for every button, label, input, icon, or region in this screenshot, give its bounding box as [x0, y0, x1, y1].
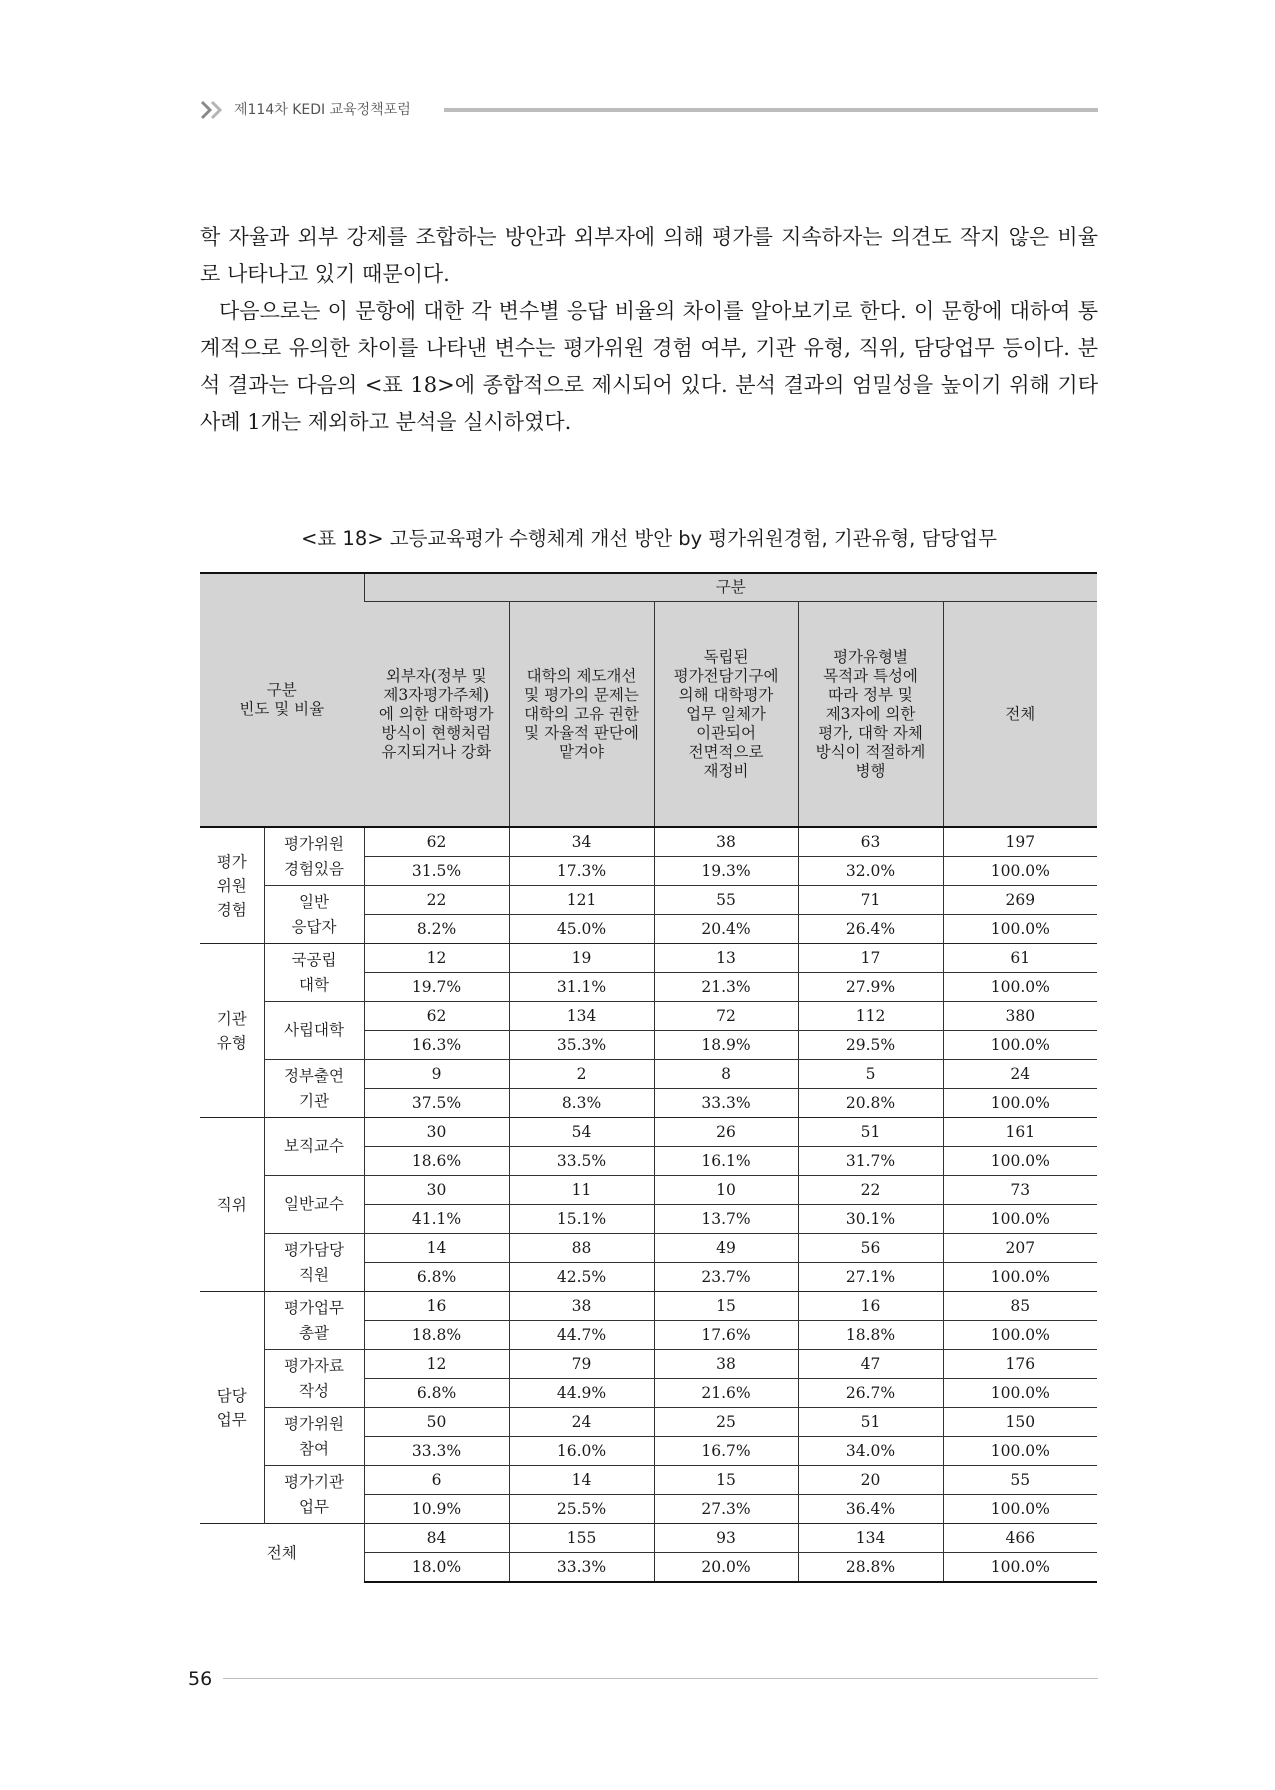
percent-cell: 100.0%	[943, 1321, 1097, 1350]
percent-cell: 100.0%	[943, 1553, 1097, 1583]
frequency-cell: 55	[943, 1466, 1097, 1495]
percent-cell: 33.5%	[509, 1147, 654, 1176]
frequency-cell: 121	[509, 886, 654, 915]
corner-header-cell: 구분 빈도 및 비율	[200, 573, 364, 827]
percent-cell: 33.3%	[509, 1553, 654, 1583]
frequency-cell: 269	[943, 886, 1097, 915]
frequency-cell: 85	[943, 1292, 1097, 1321]
percent-cell: 44.9%	[509, 1379, 654, 1408]
frequency-cell: 10	[654, 1176, 798, 1205]
column-header: 평가유형별 목적과 특성에 따라 정부 및 제3자에 의한 평가, 대학 자체 방식이 적절하게 병행	[798, 602, 943, 828]
frequency-cell: 380	[943, 1002, 1097, 1031]
frequency-cell: 14	[364, 1234, 509, 1263]
percent-cell: 100.0%	[943, 1495, 1097, 1524]
frequency-cell: 16	[798, 1292, 943, 1321]
percent-cell: 21.6%	[654, 1379, 798, 1408]
percent-cell: 16.3%	[364, 1031, 509, 1060]
percent-cell: 10.9%	[364, 1495, 509, 1524]
percent-cell: 31.5%	[364, 857, 509, 886]
frequency-cell: 62	[364, 827, 509, 857]
frequency-cell: 20	[798, 1466, 943, 1495]
frequency-cell: 38	[654, 1350, 798, 1379]
percent-cell: 27.3%	[654, 1495, 798, 1524]
frequency-cell: 15	[654, 1466, 798, 1495]
frequency-cell: 24	[943, 1060, 1097, 1089]
row-label: 사립대학	[264, 1002, 364, 1060]
percent-cell: 18.0%	[364, 1553, 509, 1583]
row-label: 평가위원 참여	[264, 1408, 364, 1466]
table-row	[200, 1350, 1097, 1379]
table-row	[200, 944, 1097, 973]
frequency-cell: 9	[364, 1060, 509, 1089]
frequency-cell: 62	[364, 1002, 509, 1031]
frequency-cell: 88	[509, 1234, 654, 1263]
frequency-cell: 61	[943, 944, 1097, 973]
percent-cell: 100.0%	[943, 1205, 1097, 1234]
percent-cell: 18.6%	[364, 1147, 509, 1176]
percent-cell: 20.0%	[654, 1553, 798, 1583]
percent-cell: 42.5%	[509, 1263, 654, 1292]
percent-cell: 23.7%	[654, 1263, 798, 1292]
percent-cell: 33.3%	[364, 1437, 509, 1466]
frequency-cell: 22	[364, 886, 509, 915]
frequency-cell: 49	[654, 1234, 798, 1263]
frequency-cell: 112	[798, 1002, 943, 1031]
row-label: 일반 응답자	[264, 886, 364, 944]
percent-cell: 26.4%	[798, 915, 943, 944]
percent-cell: 18.9%	[654, 1031, 798, 1060]
frequency-cell: 54	[509, 1118, 654, 1147]
row-group-label: 기관 유형	[200, 944, 264, 1118]
percent-cell: 19.3%	[654, 857, 798, 886]
frequency-cell: 25	[654, 1408, 798, 1437]
percent-cell: 41.1%	[364, 1205, 509, 1234]
percent-cell: 100.0%	[943, 1437, 1097, 1466]
frequency-cell: 34	[509, 827, 654, 857]
frequency-cell: 13	[654, 944, 798, 973]
frequency-cell: 15	[654, 1292, 798, 1321]
table-row	[200, 1002, 1097, 1031]
page-number: 56	[188, 1668, 213, 1690]
percent-cell: 29.5%	[798, 1031, 943, 1060]
percent-cell: 15.1%	[509, 1205, 654, 1234]
percent-cell: 27.1%	[798, 1263, 943, 1292]
row-label: 평가업무 총괄	[264, 1292, 364, 1350]
percent-cell: 31.1%	[509, 973, 654, 1002]
percent-cell: 8.3%	[509, 1089, 654, 1118]
frequency-cell: 71	[798, 886, 943, 915]
frequency-cell: 176	[943, 1350, 1097, 1379]
percent-cell: 28.8%	[798, 1553, 943, 1583]
frequency-cell: 161	[943, 1118, 1097, 1147]
row-label: 일반교수	[264, 1176, 364, 1234]
table-row	[200, 886, 1097, 915]
frequency-cell: 55	[654, 886, 798, 915]
row-group-label: 평가 위원 경험	[216, 852, 247, 919]
frequency-cell: 56	[798, 1234, 943, 1263]
row-label: 평가위원 경험있음	[264, 827, 364, 886]
percent-cell: 100.0%	[943, 1147, 1097, 1176]
frequency-cell: 6	[364, 1466, 509, 1495]
frequency-cell: 155	[509, 1524, 654, 1553]
frequency-cell: 22	[798, 1176, 943, 1205]
percent-cell: 30.1%	[798, 1205, 943, 1234]
percent-cell: 37.5%	[364, 1089, 509, 1118]
frequency-cell: 134	[798, 1524, 943, 1553]
percent-cell: 20.8%	[798, 1089, 943, 1118]
percent-cell: 16.7%	[654, 1437, 798, 1466]
percent-cell: 8.2%	[364, 915, 509, 944]
percent-cell: 16.0%	[509, 1437, 654, 1466]
frequency-cell: 30	[364, 1118, 509, 1147]
frequency-cell: 84	[364, 1524, 509, 1553]
header-rule	[444, 108, 1098, 112]
percent-cell: 100.0%	[943, 857, 1097, 886]
footer-rule	[223, 1678, 1098, 1679]
table-row	[200, 1466, 1097, 1495]
percent-cell: 17.3%	[509, 857, 654, 886]
row-label: 국공립 대학	[264, 944, 364, 1002]
row-label: 평가담당 직원	[264, 1234, 364, 1292]
frequency-cell: 73	[943, 1176, 1097, 1205]
frequency-cell: 16	[364, 1292, 509, 1321]
column-header-total: 전체	[943, 602, 1097, 828]
row-group-label: 직위	[200, 1118, 264, 1292]
frequency-cell: 11	[509, 1176, 654, 1205]
table-caption: <표 18> 고등교육평가 수행체계 개선 방안 by 평가위원경험, 기관유형, 담당업무	[301, 527, 997, 550]
percent-cell: 100.0%	[943, 1379, 1097, 1408]
table-row	[200, 1234, 1097, 1263]
column-header: 독립된 평가전담기구에 의해 대학평가 업무 일체가 이관되어 전면적으로 재정비	[654, 602, 798, 828]
percent-cell: 45.0%	[509, 915, 654, 944]
frequency-cell: 466	[943, 1524, 1097, 1553]
percent-cell: 44.7%	[509, 1321, 654, 1350]
percent-cell: 32.0%	[798, 857, 943, 886]
frequency-cell: 12	[364, 944, 509, 973]
column-header: 대학의 제도개선 및 평가의 문제는 대학의 고유 권한 및 자율적 판단에 맡겨야	[509, 602, 654, 828]
frequency-cell: 5	[798, 1060, 943, 1089]
group-header: 구분	[364, 573, 1097, 602]
data-table	[200, 572, 1097, 1583]
frequency-cell: 72	[654, 1002, 798, 1031]
frequency-cell: 38	[509, 1292, 654, 1321]
frequency-cell: 8	[654, 1060, 798, 1089]
row-label: 정부출연 기관	[264, 1060, 364, 1118]
percent-cell: 17.6%	[654, 1321, 798, 1350]
percent-cell: 16.1%	[654, 1147, 798, 1176]
paragraph: 학 자율과 외부 강제를 조합하는 방안과 외부자에 의해 평가를 지속하자는 의견도 작지 않은 비율로 나타나고 있기 때문이다.	[200, 225, 1098, 286]
table-row	[200, 1408, 1097, 1437]
frequency-cell: 93	[654, 1524, 798, 1553]
percent-cell: 21.3%	[654, 973, 798, 1002]
body-text	[200, 219, 1098, 441]
frequency-cell: 207	[943, 1234, 1097, 1263]
frequency-cell: 12	[364, 1350, 509, 1379]
frequency-cell: 19	[509, 944, 654, 973]
percent-cell: 20.4%	[654, 915, 798, 944]
table-row	[200, 1176, 1097, 1205]
total-row	[200, 1524, 1097, 1553]
percent-cell: 36.4%	[798, 1495, 943, 1524]
frequency-cell: 79	[509, 1350, 654, 1379]
percent-cell: 13.7%	[654, 1205, 798, 1234]
header-title: 제114차 KEDI 교육정책포럼	[234, 102, 411, 118]
percent-cell: 100.0%	[943, 1031, 1097, 1060]
table-row	[200, 1060, 1097, 1089]
column-header: 외부자(정부 및 제3자평가주체) 에 의한 대학평가 방식이 현행처럼 유지되거나 강화	[364, 602, 509, 828]
percent-cell: 35.3%	[509, 1031, 654, 1060]
total-label: 전체	[200, 1524, 364, 1583]
frequency-cell: 47	[798, 1350, 943, 1379]
frequency-cell: 24	[509, 1408, 654, 1437]
double-chevron-icon	[200, 99, 228, 121]
frequency-cell: 2	[509, 1060, 654, 1089]
row-label: 보직교수	[264, 1118, 364, 1176]
frequency-cell: 63	[798, 827, 943, 857]
frequency-cell: 30	[364, 1176, 509, 1205]
percent-cell: 6.8%	[364, 1379, 509, 1408]
percent-cell: 100.0%	[943, 1089, 1097, 1118]
row-group-label: 담당 업무	[200, 1292, 264, 1524]
percent-cell: 27.9%	[798, 973, 943, 1002]
frequency-cell: 14	[509, 1466, 654, 1495]
percent-cell: 31.7%	[798, 1147, 943, 1176]
frequency-cell: 150	[943, 1408, 1097, 1437]
percent-cell: 100.0%	[943, 1263, 1097, 1292]
percent-cell: 34.0%	[798, 1437, 943, 1466]
percent-cell: 100.0%	[943, 973, 1097, 1002]
percent-cell: 18.8%	[798, 1321, 943, 1350]
frequency-cell: 50	[364, 1408, 509, 1437]
percent-cell: 26.7%	[798, 1379, 943, 1408]
frequency-cell: 134	[509, 1002, 654, 1031]
row-label: 평가자료 작성	[264, 1350, 364, 1408]
frequency-cell: 17	[798, 944, 943, 973]
percent-cell: 18.8%	[364, 1321, 509, 1350]
row-label: 평가기관 업무	[264, 1466, 364, 1524]
frequency-cell: 51	[798, 1408, 943, 1437]
percent-cell: 25.5%	[509, 1495, 654, 1524]
frequency-cell: 51	[798, 1118, 943, 1147]
table-row	[200, 1118, 1097, 1147]
percent-cell: 100.0%	[943, 915, 1097, 944]
frequency-cell: 197	[943, 827, 1097, 857]
percent-cell: 19.7%	[364, 973, 509, 1002]
percent-cell: 6.8%	[364, 1263, 509, 1292]
page-header	[200, 98, 1098, 122]
percent-cell: 33.3%	[654, 1089, 798, 1118]
table-row	[200, 1292, 1097, 1321]
paragraph: 다음으로는 이 문항에 대한 각 변수별 응답 비율의 차이를 알아보기로 한다. 이 문항에 대하여 통계적으로 유의한 차이를 나타낸 변수는 평가위원 경험 여부, 기관 유형, 직위, 담당업무 등이다. 분석 결과는 다음의 <표 18>에 종합적으로 제시되어 있다. 분석 결과의 엄밀성을 높이기 위해 기타 사례 1개는 제외하고 분석을 실시하였다.	[200, 299, 1098, 434]
frequency-cell: 26	[654, 1118, 798, 1147]
table-row	[200, 827, 1097, 857]
frequency-cell: 38	[654, 827, 798, 857]
